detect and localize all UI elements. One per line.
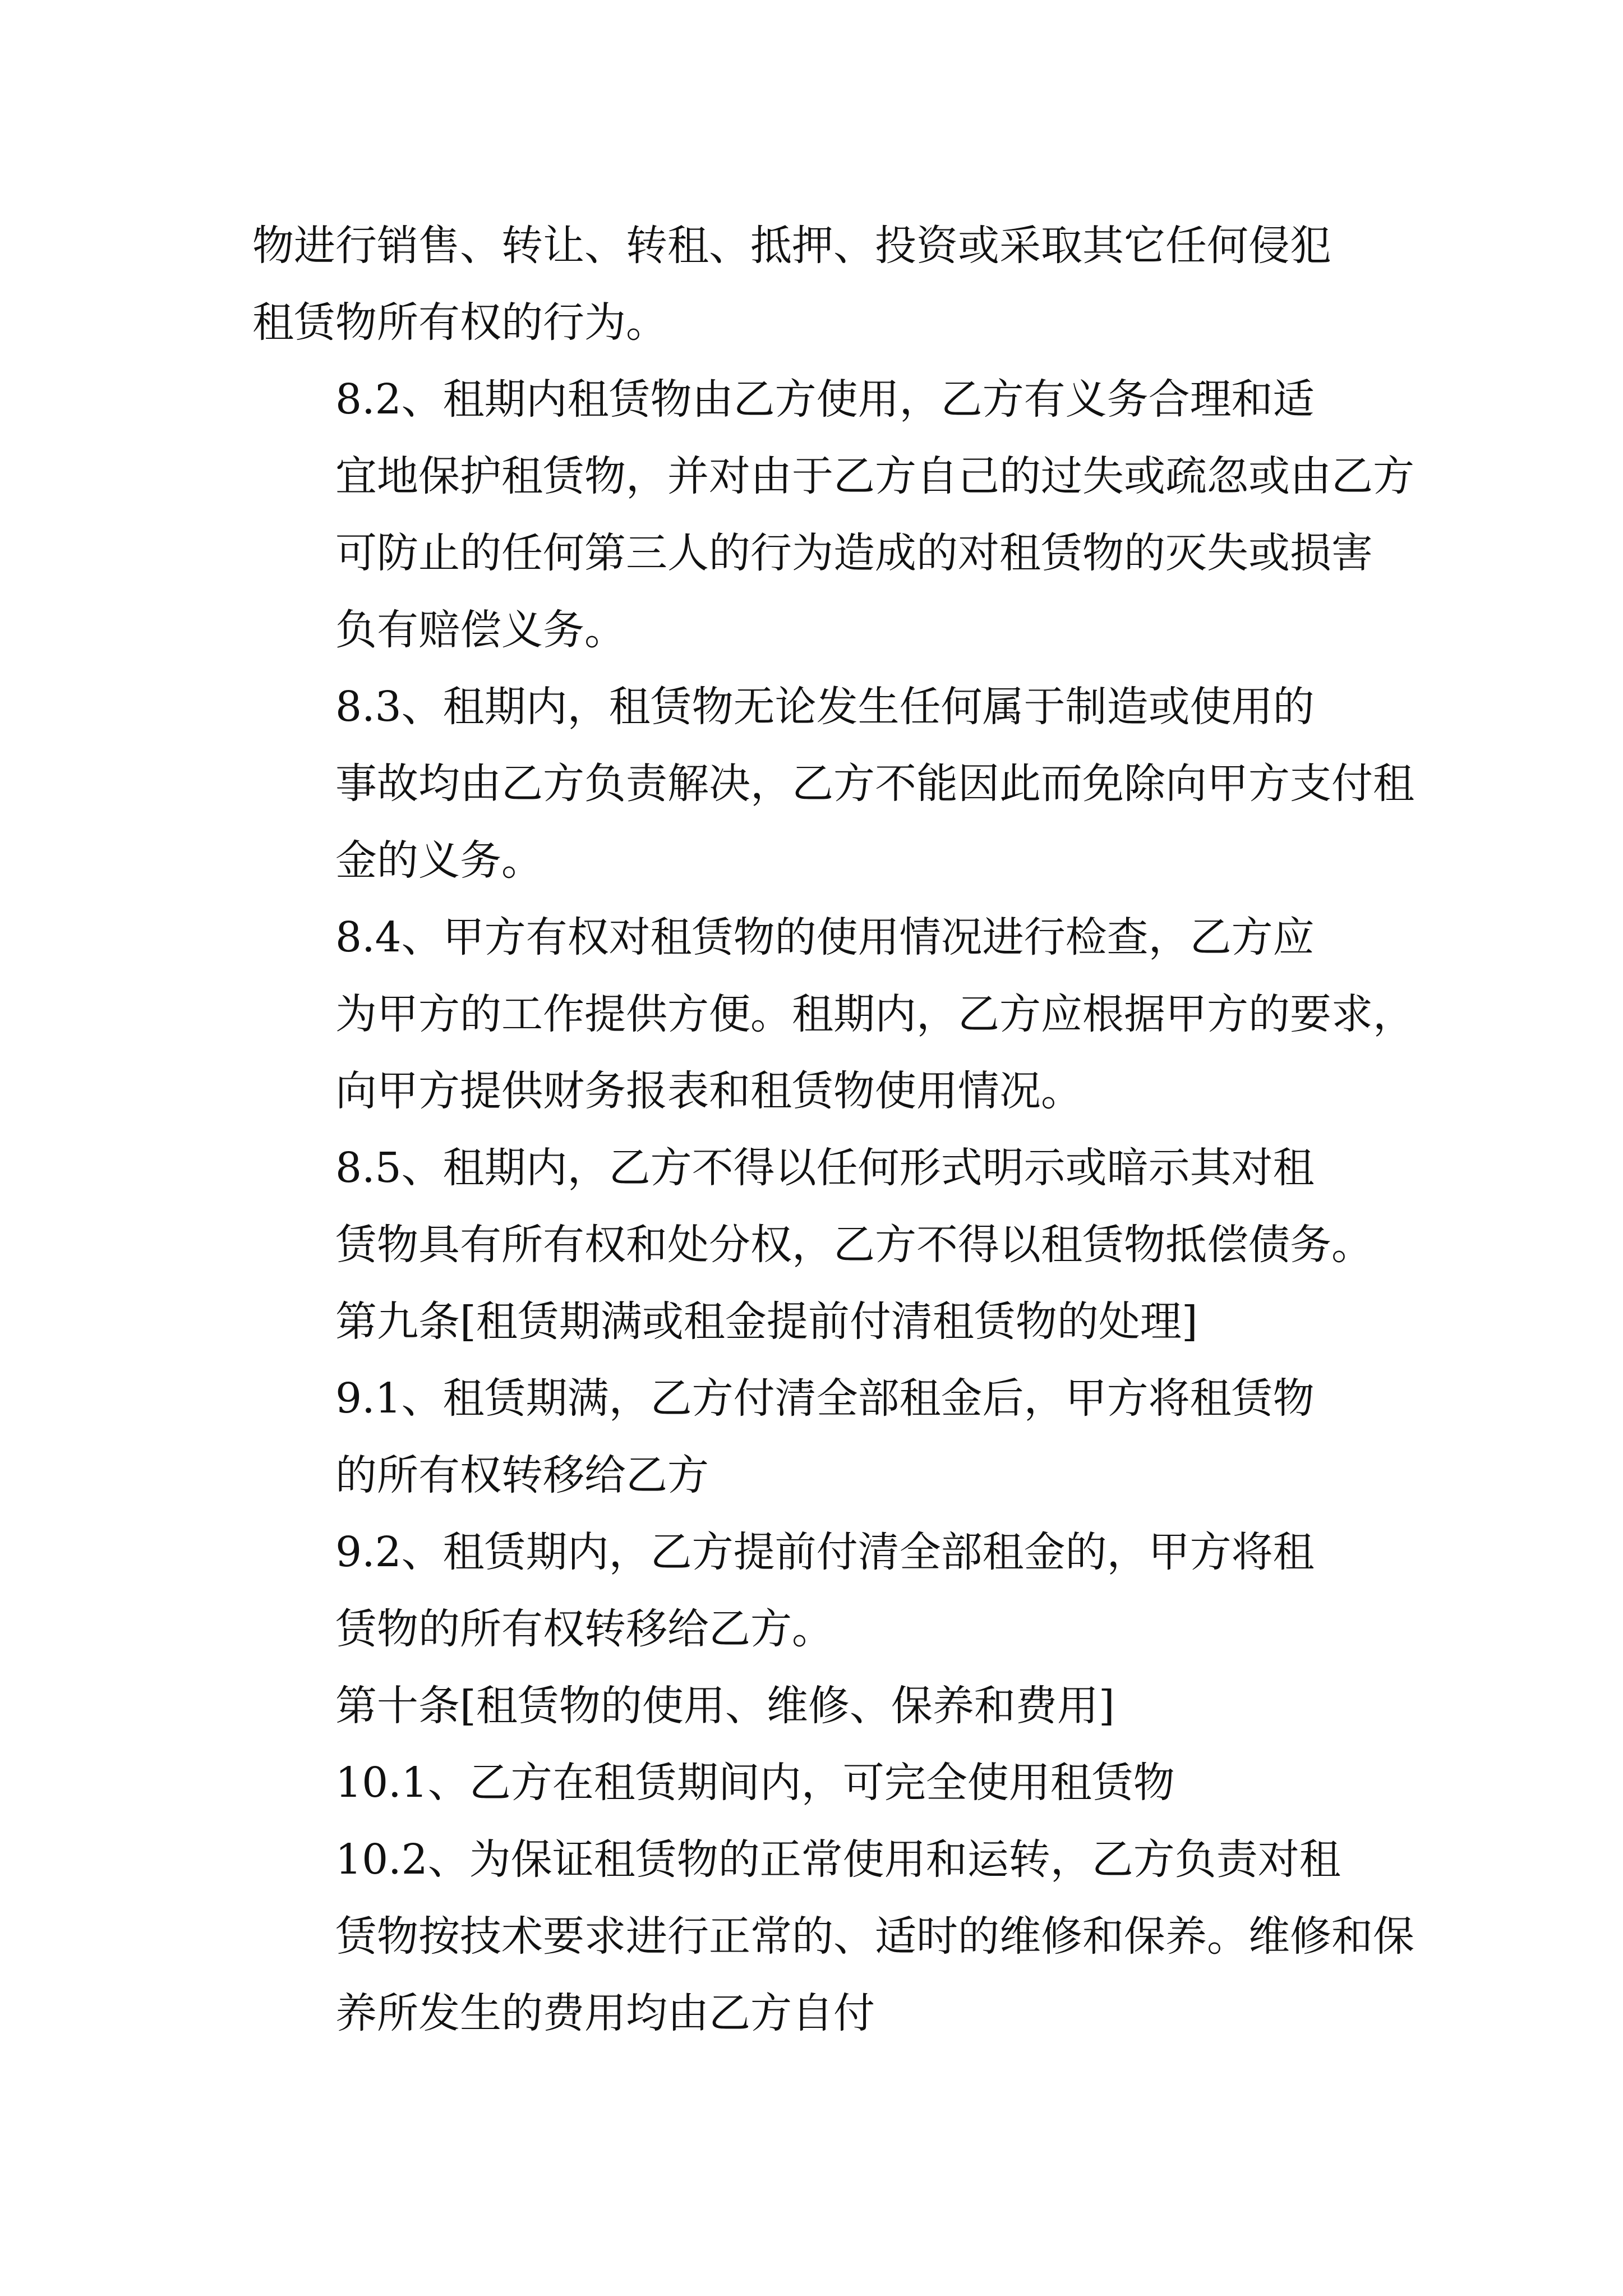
text-line: 宜地保护租赁物，并对由于乙方自己的过失或疏忽或由乙方 bbox=[335, 452, 1414, 500]
text-line: 8.3、租期内，租赁物无论发生任何属于制造或使用的 bbox=[335, 683, 1315, 731]
text-line: 9.1、租赁期满，乙方付清全部租金后，甲方将租赁物 bbox=[335, 1374, 1315, 1423]
text-line: 的所有权转移给乙方 bbox=[335, 1451, 709, 1499]
document-body bbox=[252, 208, 1414, 2052]
clause-8-2 bbox=[252, 361, 1414, 669]
clause-8-3 bbox=[252, 669, 1414, 899]
text-line: 8.2、租期内租赁物由乙方使用，乙方有义务合理和适 bbox=[335, 375, 1315, 424]
text-line: 物进行销售、转让、转租、抵押、投资或采取其它任何侵犯 bbox=[252, 222, 1331, 270]
section-heading: 第十条[租赁物的使用、维修、保养和费用] bbox=[335, 1682, 1115, 1730]
clause-10-2 bbox=[252, 1821, 1414, 2052]
clause-9-1 bbox=[252, 1360, 1391, 1514]
text-line: 事故均由乙方负责解决，乙方不能因此而免除向甲方支付租 bbox=[335, 760, 1414, 808]
article-10-heading bbox=[252, 1668, 1391, 1745]
text-line: 赁物的所有权转移给乙方。 bbox=[335, 1605, 833, 1653]
clause-9-2 bbox=[252, 1514, 1391, 1668]
clause-8-4 bbox=[252, 899, 1414, 1130]
text-line: 10.2、为保证租赁物的正常使用和运转，乙方负责对租 bbox=[335, 1835, 1341, 1884]
clause-8-5 bbox=[252, 1130, 1391, 1283]
text-line: 租赁物所有权的行为。 bbox=[252, 298, 667, 347]
text-line: 赁物具有所有权和处分权，乙方不得以租赁物抵偿债务。 bbox=[335, 1221, 1373, 1269]
text-line: 可防止的任何第三人的行为造成的对租赁物的灭失或损害 bbox=[335, 529, 1373, 577]
text-line: 负有赔偿义务。 bbox=[335, 606, 626, 654]
text-line: 8.4、甲方有权对租赁物的使用情况进行检查，乙方应 bbox=[335, 913, 1315, 961]
text-line: 金的义务。 bbox=[335, 836, 543, 885]
text-line: 养所发生的费用均由乙方自付 bbox=[335, 1989, 875, 2037]
text-line: 8.5、租期内，乙方不得以任何形式明示或暗示其对租 bbox=[335, 1144, 1315, 1192]
text-line: 9.2、租赁期内，乙方提前付清全部租金的，甲方将租 bbox=[335, 1528, 1315, 1576]
text-line: 为甲方的工作提供方便。租期内，乙方应根据甲方的要求， bbox=[335, 990, 1414, 1038]
section-heading: 第九条[租赁期满或租金提前付清租赁物的处理] bbox=[335, 1297, 1198, 1346]
text-line: 10.1、乙方在租赁期间内，可完全使用租赁物 bbox=[335, 1759, 1175, 1807]
paragraph-continuation bbox=[252, 208, 1391, 361]
text-line: 向甲方提供财务报表和租赁物使用情况。 bbox=[335, 1067, 1082, 1115]
article-9-heading bbox=[252, 1283, 1391, 1360]
clause-10-1 bbox=[252, 1745, 1391, 1821]
text-line: 赁物按技术要求进行正常的、适时的维修和保养。维修和保 bbox=[335, 1912, 1414, 1961]
